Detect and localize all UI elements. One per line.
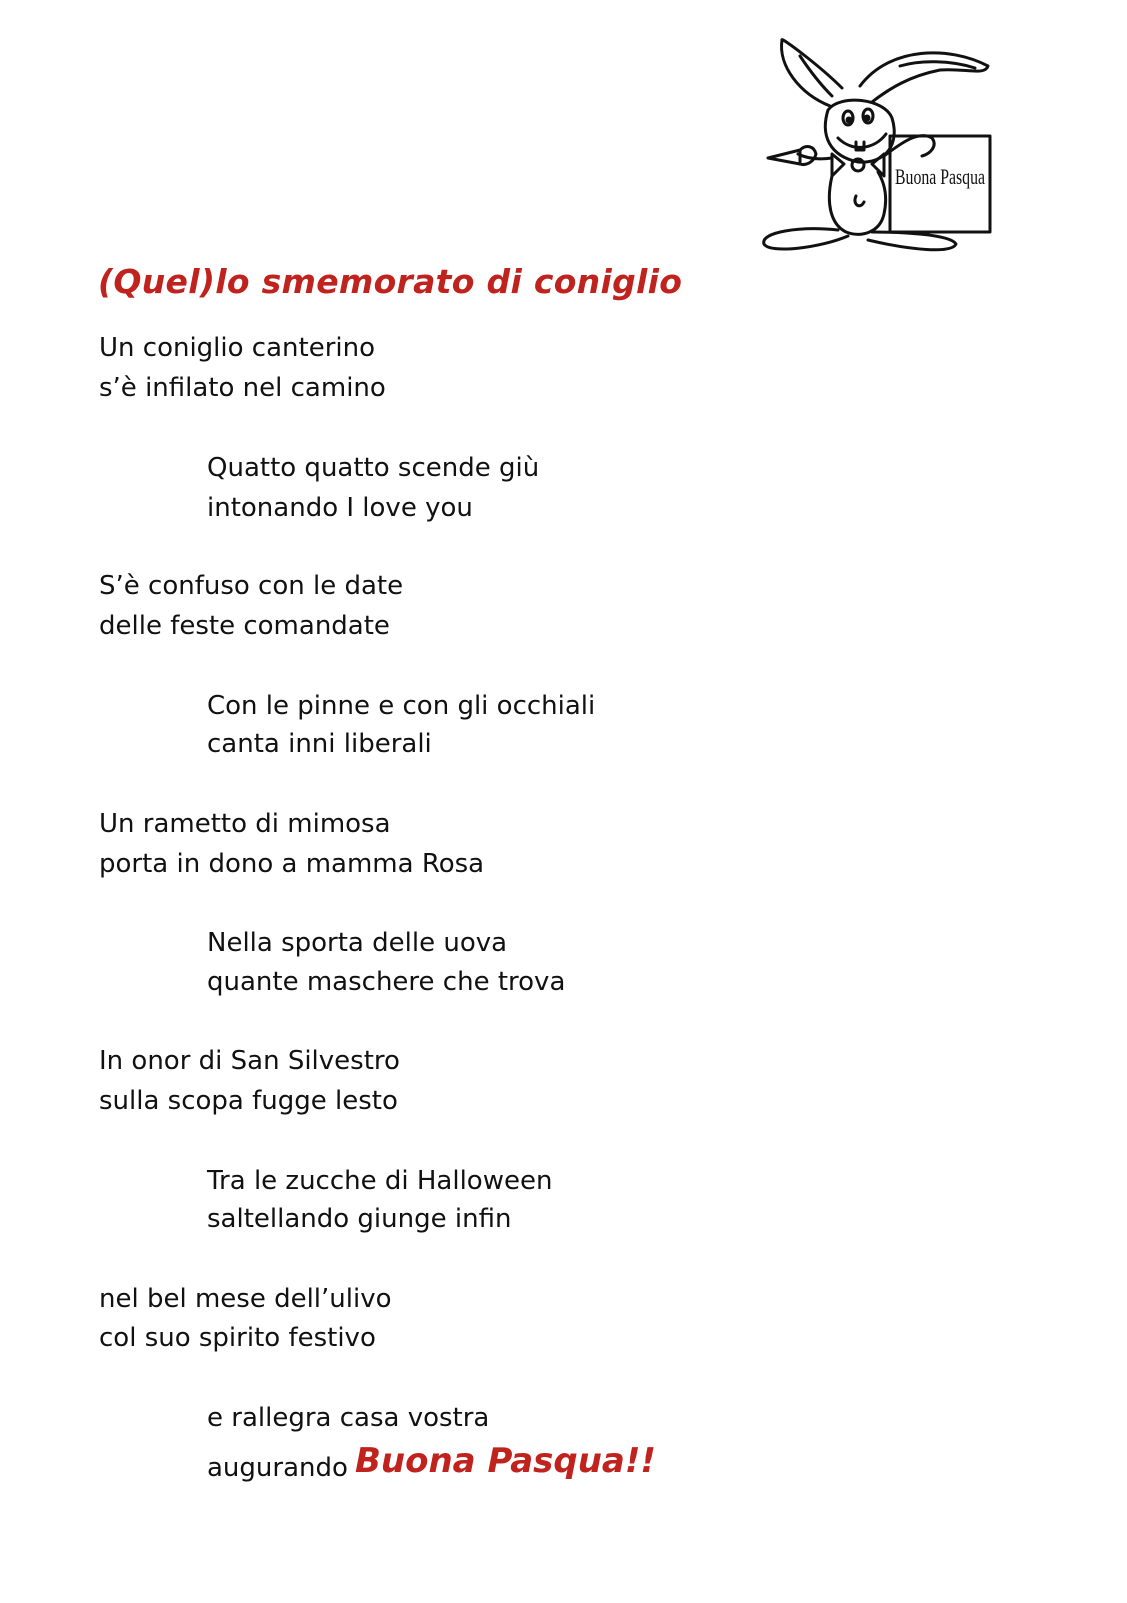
poem-line: In onor di San Silvestro [99, 1046, 400, 1076]
easter-bunny-icon [760, 26, 1010, 256]
poem-line: Un coniglio canterino [99, 333, 375, 363]
poem-line: augurando [207, 1453, 348, 1483]
poem-line: saltellando giunge infin [207, 1204, 512, 1234]
sign-text: Buona Pasqua [895, 164, 986, 189]
poem-line: Nella sporta delle uova [207, 928, 508, 958]
poem-line: Tra le zucche di Halloween [207, 1166, 553, 1196]
poem-line: Un rametto di mimosa [99, 809, 391, 839]
poem-line: porta in dono a mamma Rosa [99, 849, 485, 879]
poem-line: s’è infilato nel camino [99, 373, 386, 403]
poem-line: nel bel mese dell’ulivo [99, 1284, 392, 1314]
poem-line: Con le pinne e con gli occhiali [207, 691, 596, 721]
poem-line: sulla scopa fugge lesto [99, 1086, 398, 1116]
poem-line: Quatto quatto scende giù [207, 453, 540, 483]
poem-line: delle feste comandate [99, 611, 390, 641]
poem-title: (Quel)lo smemorato di coniglio [98, 262, 683, 301]
poem-line: intonando I love you [207, 493, 473, 523]
poem-line: col suo spirito festivo [99, 1323, 376, 1353]
poem-line: e rallegra casa vostra [207, 1403, 490, 1433]
poem-line: quante maschere che trova [207, 967, 566, 997]
poem-line: S’è confuso con le date [99, 571, 404, 601]
poem-line: canta inni liberali [207, 729, 432, 759]
closing-greeting: Buona Pasqua!! [355, 1441, 656, 1481]
